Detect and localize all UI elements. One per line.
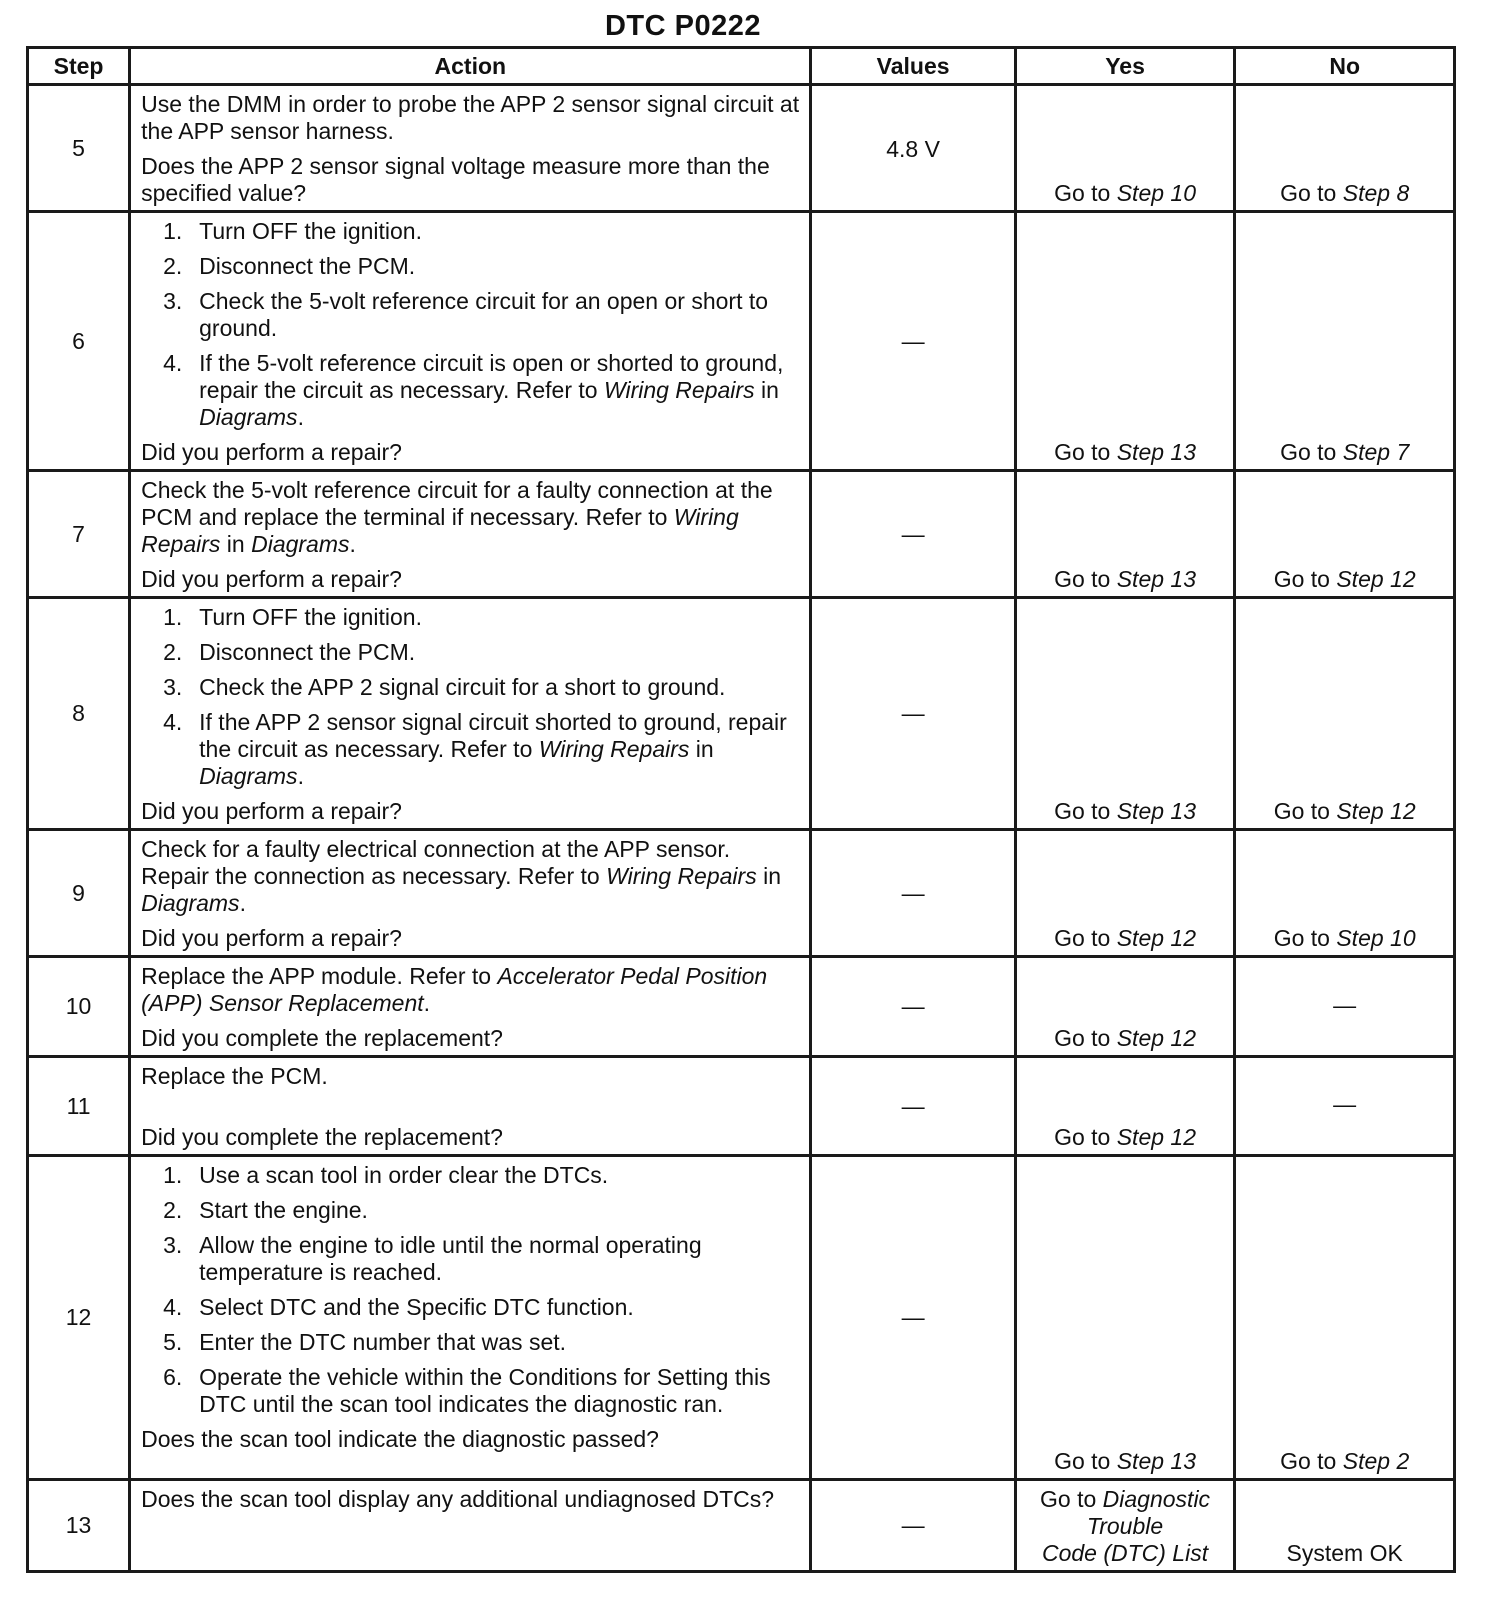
no-step-link: Step 8 [1342, 180, 1410, 206]
list-item-text: Select DTC and the Specific DTC function. [199, 1294, 634, 1320]
action-cell [130, 1480, 811, 1572]
yes-step-link: Step 13 [1116, 439, 1197, 465]
value-cell: 4.8 V [811, 85, 1015, 212]
no-cell [1235, 85, 1455, 212]
reference-link: Wiring Repairs [141, 504, 739, 557]
value-cell: — [811, 1156, 1015, 1480]
goto-label: Go to [1054, 1025, 1111, 1051]
step-number: 11 [28, 1057, 130, 1156]
yes-step-link: Step 13 [1116, 566, 1197, 592]
action-text: Check the 5-volt reference circuit for a faulty connection at the PCM and replace the terminal if necessary. Refer to Wiring Repairs in Diagrams. [141, 477, 773, 557]
refer-label: Refer to [585, 504, 668, 530]
yes-step-link: Step 10 [1116, 180, 1197, 206]
list-item-text: If the 5-volt reference circuit is open or shorted to ground, repair the circuit as necessary. [199, 350, 784, 403]
action-question: Does the scan tool indicate the diagnostic passed? [141, 1426, 659, 1452]
list-item: 4. If the 5-volt reference circuit is open or shorted to ground, repair the circuit as necessary. Refer to Wiring Repairs in Diagrams. [163, 350, 784, 430]
goto-label: Go to [1054, 439, 1111, 465]
action-text: Replace the APP module. Refer to Accelerator Pedal Position (APP) Sensor Replacement. [141, 963, 768, 1016]
yes-cell [1015, 598, 1235, 830]
action-question: Did you complete the replacement? [141, 1025, 503, 1051]
action-text: Replace the PCM. [141, 1063, 328, 1089]
action-question: Did you perform a repair? [141, 798, 402, 824]
list-item: 3. Check the APP 2 signal circuit for a short to ground. [163, 674, 726, 700]
action-cell [130, 1057, 811, 1156]
action-cell [130, 598, 811, 830]
goto-label: Go to [1280, 1448, 1337, 1474]
value-cell: — [811, 212, 1015, 471]
no-cell [1235, 598, 1455, 830]
action-question: Did you perform a repair? [141, 439, 402, 465]
action-text-body: Check for a faulty electrical connection at the APP sensor. Repair the connection as necessary. [141, 836, 731, 889]
table-row-step-9 [28, 830, 1455, 957]
reference-link: Diagrams [251, 531, 350, 557]
table-row-step-12 [28, 1156, 1455, 1480]
reference-link: Wiring Repairs [603, 377, 755, 403]
goto-label: Go to [1054, 925, 1111, 951]
action-cell [130, 830, 811, 957]
action-question: Does the scan tool display any additional undiagnosed DTCs? [141, 1486, 775, 1512]
table-row-step-7 [28, 471, 1455, 598]
yes-link-line: Code (DTC) List [1041, 1540, 1209, 1566]
action-text-body: Check the 5-volt reference circuit for a faulty connection at the PCM and replace the terminal if necessary. [141, 477, 773, 530]
goto-label: Go to [1273, 798, 1330, 824]
list-item: 2. Disconnect the PCM. [163, 253, 416, 279]
action-cell [130, 212, 811, 471]
step-number: 8 [28, 598, 130, 830]
yes-cell [1015, 957, 1235, 1057]
yes-link-multiline [1021, 1486, 1230, 1567]
reference-link: Accelerator Pedal Position (APP) Sensor Replacement [141, 963, 768, 1016]
reference-link: Wiring Repairs [606, 863, 757, 889]
no-cell: — [1235, 957, 1455, 1057]
no-step-link: Step 12 [1336, 798, 1416, 824]
list-item: 3. Allow the engine to idle until the normal operating temperature is reached. [163, 1232, 702, 1285]
goto-label: Go to [1280, 439, 1337, 465]
action-question: Did you perform a repair? [141, 925, 402, 951]
value-cell: — [811, 1480, 1015, 1572]
reference-in: in [695, 736, 714, 762]
goto-label: Go to [1054, 1124, 1111, 1150]
value-cell: — [811, 957, 1015, 1057]
goto-label: Go to [1280, 180, 1337, 206]
yes-step-link: Step 13 [1116, 1448, 1197, 1474]
yes-step-link: Step 12 [1116, 1025, 1197, 1051]
table-row-step-11 [28, 1057, 1455, 1156]
action-text: Check for a faulty electrical connection at the APP sensor. Repair the connection as necessary. Refer to Wiring Repairs in Diagrams. [141, 836, 782, 916]
yes-link-line: Diagnostic [1102, 1486, 1211, 1512]
action-question: Did you perform a repair? [141, 566, 402, 592]
no-step-link: Step 12 [1336, 566, 1416, 592]
step-number: 10 [28, 957, 130, 1057]
action-list [141, 218, 799, 431]
list-item: 2. Disconnect the PCM. [163, 639, 416, 665]
no-cell: — [1235, 1057, 1455, 1156]
step-number: 7 [28, 471, 130, 598]
list-item: 1. Turn OFF the ignition. [163, 218, 422, 244]
goto-label: Go to [1054, 1448, 1111, 1474]
goto-label: Go to [1054, 798, 1111, 824]
reference-link: Diagrams [199, 404, 298, 430]
list-item: 5. Enter the DTC number that was set. [163, 1329, 567, 1355]
value-cell: — [811, 598, 1015, 830]
yes-cell [1015, 85, 1235, 212]
goto-label: Go to [1040, 1486, 1097, 1512]
list-item: 1. Turn OFF the ignition. [163, 604, 422, 630]
reference-link: Diagrams [141, 890, 240, 916]
no-step-link: Step 2 [1342, 1448, 1410, 1474]
action-text: Use the DMM in order to probe the APP 2 sensor signal circuit at the APP sensor harness. [141, 91, 800, 144]
table-row-step-8 [28, 598, 1455, 830]
reference-in: in [763, 863, 782, 889]
step-number: 6 [28, 212, 130, 471]
header-no: No [1235, 48, 1455, 85]
yes-step-link: Step 12 [1116, 1124, 1197, 1150]
list-item-text: Disconnect the PCM. [199, 253, 416, 279]
list-item-text: Use a scan tool in order clear the DTCs. [199, 1162, 609, 1188]
yes-link-line: Trouble [1086, 1513, 1164, 1539]
action-question: Does the APP 2 sensor signal voltage measure more than the specified value? [141, 153, 770, 206]
no-step-link: Step 10 [1336, 925, 1416, 951]
list-item-text: Turn OFF the ignition. [199, 604, 422, 630]
reference-in: in [226, 531, 245, 557]
list-item: 1. Use a scan tool in order clear the DTCs. [163, 1162, 609, 1188]
yes-step-link: Step 13 [1116, 798, 1197, 824]
list-item-text: Disconnect the PCM. [199, 639, 416, 665]
no-cell [1235, 1156, 1455, 1480]
list-item-text: Operate the vehicle within the Conditions for Setting this DTC until the scan tool indicates the diagnostic ran. [199, 1364, 771, 1417]
step-number: 5 [28, 85, 130, 212]
reference-in: in [760, 377, 779, 403]
action-cell [130, 85, 811, 212]
list-item-text: Allow the engine to idle until the normal operating temperature is reached. [199, 1232, 702, 1285]
reference-link: Wiring Repairs [538, 736, 690, 762]
action-text-body: Replace the APP module. [141, 963, 403, 989]
action-cell [130, 471, 811, 598]
yes-cell [1015, 1480, 1235, 1572]
list-item: 4. Select DTC and the Specific DTC function. [163, 1294, 634, 1320]
header-step: Step [28, 48, 130, 85]
table-row-step-5 [28, 85, 1455, 212]
goto-label: Go to [1273, 925, 1330, 951]
no-step-link: Step 7 [1342, 439, 1410, 465]
list-item-text: If the APP 2 sensor signal circuit shorted to ground, repair the circuit as necessary. [199, 709, 787, 762]
yes-cell [1015, 212, 1235, 471]
yes-cell [1015, 1156, 1235, 1480]
yes-step-link: Step 12 [1116, 925, 1197, 951]
list-item-text: Check the APP 2 signal circuit for a short to ground. [199, 674, 726, 700]
action-cell [130, 1156, 811, 1480]
no-cell: System OK [1235, 1480, 1455, 1572]
refer-label: Refer to [515, 377, 598, 403]
yes-cell [1015, 830, 1235, 957]
no-cell [1235, 471, 1455, 598]
step-number: 12 [28, 1156, 130, 1480]
step-number: 9 [28, 830, 130, 957]
reference-link: Diagrams [199, 763, 298, 789]
list-item-text: Turn OFF the ignition. [199, 218, 422, 244]
list-item-text: Start the engine. [199, 1197, 368, 1223]
table-row-step-10 [28, 957, 1455, 1057]
table-header-row [28, 48, 1455, 85]
refer-label: Refer to [450, 736, 533, 762]
dtc-table [26, 46, 1456, 1573]
action-cell [130, 957, 811, 1057]
no-cell [1235, 212, 1455, 471]
action-list [141, 1162, 799, 1418]
header-values: Values [811, 48, 1015, 85]
value-cell: — [811, 1057, 1015, 1156]
header-yes: Yes [1015, 48, 1235, 85]
document-title: DTC P0222 [604, 10, 761, 42]
refer-label: Refer to [409, 963, 492, 989]
list-item: 4. If the APP 2 sensor signal circuit shorted to ground, repair the circuit as necessary. Refer to Wiring Repairs in Diagrams. [163, 709, 787, 789]
header-action: Action [130, 48, 811, 85]
value-cell: — [811, 830, 1015, 957]
goto-label: Go to [1273, 566, 1330, 592]
list-item: 6. Operate the vehicle within the Conditions for Setting this DTC until the scan tool indicates the diagnostic ran. [163, 1364, 771, 1417]
yes-cell [1015, 1057, 1235, 1156]
goto-label: Go to [1054, 180, 1111, 206]
action-question: Did you complete the replacement? [141, 1124, 503, 1150]
list-item-text: Enter the DTC number that was set. [199, 1329, 567, 1355]
table-row-step-13 [28, 1480, 1455, 1572]
step-number: 13 [28, 1480, 130, 1572]
yes-cell [1015, 471, 1235, 598]
no-cell [1235, 830, 1455, 957]
list-item-text: Check the 5-volt reference circuit for an open or short to ground. [199, 288, 769, 341]
list-item: 3. Check the 5-volt reference circuit for an open or short to ground. [163, 288, 769, 341]
value-cell: — [811, 471, 1015, 598]
refer-label: Refer to [517, 863, 600, 889]
action-list [141, 604, 799, 790]
goto-label: Go to [1054, 566, 1111, 592]
list-item: 2. Start the engine. [163, 1197, 368, 1223]
table-row-step-6 [28, 212, 1455, 471]
